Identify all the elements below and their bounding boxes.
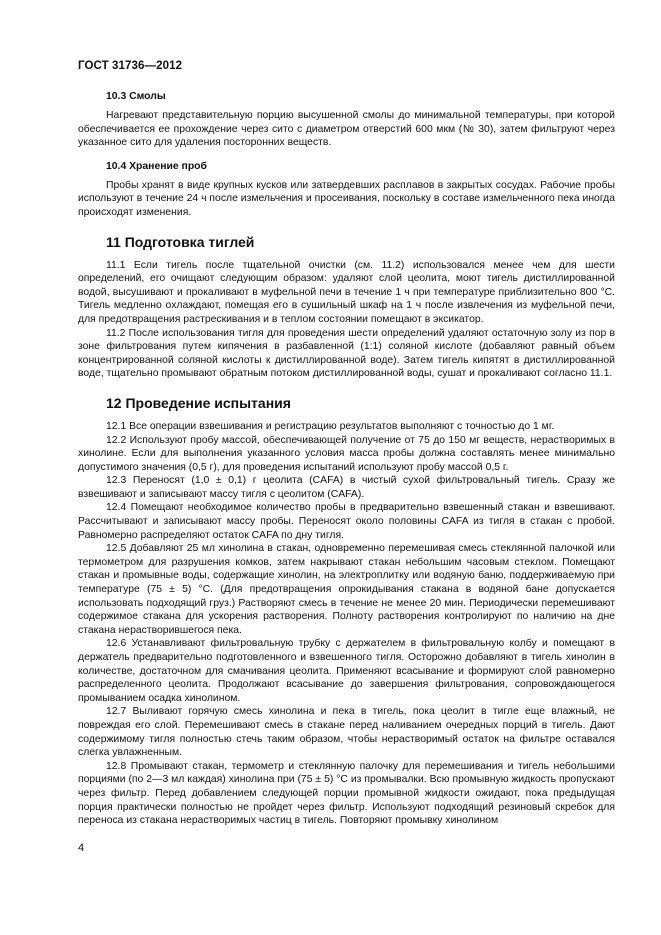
paragraph-12-8: 12.8 Промывают стакан, термометр и стеклянную палочку для перемешивания и тигель небольшими порциями (по 2—3 мл каждая) хинолина при (75 ± 5) °C из промывалки. Всю промывную жидкость пропускают через фильтр. Перед добавлением следующей порции промывной жидкости ожидают, пока предыдущая порция практически полностью не пройдет через фильтр. Используют подходящий резиновый скребок для переноса из стакана нерастворимых частиц в тигель. Повторяют промывку хинолином <box>78 760 615 827</box>
paragraph-12-2: 12.2 Используют пробу массой, обеспечивающей получение от 75 до 150 мг веществ, нерастворимых в хинолине. Если для выполнения указанного условия масса пробы должна составлять менее минимально допустимого значения (0,5 г), для проведения испытаний используют пробу массой 0,5 г. <box>78 434 615 473</box>
paragraph-12-6: 12.6 Устанавливают фильтровальную трубку с держателем в фильтровальную колбу и помещают в держатель предварительно подготовленного и взвешенного тигля. Осторожно добавляют в тигель хинолин в количестве, достаточном для смачивания цеолита. Применяют всасывание и формируют слой равномерно распределенного цеолита. Продолжают всасывание до завершения фильтрования, сопровождающегося промыванием осадка хинолином. <box>78 638 615 704</box>
page-content <box>78 90 615 828</box>
paragraph-12-5: 12.5 Добавляют 25 мл хинолина в стакан, одновременно перемешивая смесь стеклянной палочкой или термометром для разрушения комков, затем накрывают стакан небольшим часовым стеклом. Помещают стакан и промывные воды, содержащие хинолин, на электроплитку или водяную баню, поддерживаемую при температуре (75 ± 5) °C. (Для предотвращения опрокидывания стакана в водяной бане допускается использовать подходящий груз.) Растворяют смесь в течение не менее 20 мин. Периодически перемешивают содержимое стакана для ускорения растворения. Полноту растворения контролируют по наличию на дне стакана нерастворившегося пека. <box>78 543 615 636</box>
paragraph-12-1: 12.1 Все операции взвешивания и регистрацию результатов выполняют с точностью до 1 мг. <box>106 420 555 432</box>
document-code-header: ГОСТ 31736—2012 <box>78 60 183 72</box>
section-heading-11: 11 Подготовка тиглей <box>106 233 255 250</box>
subsection-heading-10-3: 10.3 Смолы <box>106 91 166 102</box>
page-number: 4 <box>78 842 85 854</box>
section-heading-12: 12 Проведение испытания <box>106 394 291 411</box>
paragraph-12-4: 12.4 Помещают необходимое количество пробы в предварительно взвешенный стакан и взвешивают. Рассчитывают и записывают массу пробы. Переносят около половины CAFA из тигля в стакан с пробой. Равномерно распределяют остаток CAFA по дну тигля. <box>78 502 615 541</box>
paragraph-10-4: Пробы хранят в виде крупных кусков или затвердевших расплавов в закрытых сосудах. Рабочие пробы используют в течение 24 ч после измельчения и просеивания, поскольку в составе измельченного пека иногда происходят изменения. <box>78 179 615 218</box>
paragraph-10-3: Нагревают представительную порцию высушенной смолы до минимальной температуры, при которой обеспечивается ее прохождение через сито с диаметром отверстий 600 мкм (№ 30), затем фильтруют через указанное сито для удаления посторонних веществ. <box>78 110 615 149</box>
paragraph-12-7: 12.7 Выливают горячую смесь хинолина и пека в тигель, пока цеолит в тигле еще влажный, не повреждая его слой. Перемешивают смесь в стакане перед наливанием очередных порций в тигель. Дают содержимому тигля полностью стечь таким образом, чтобы нерастворимый остаток на фильтре оставался слегка увлажненным. <box>78 706 615 759</box>
paragraph-11-2: 11.2 После использования тигля для проведения шести определений удаляют остаточную золу из пор в зоне фильтрования путем кипячения в разбавленной (1:1) соляной кислоте (добавляют равный объем концентрированной соляной кислоты к дистиллированной воде). Затем тигель кипятят в дистиллированной воде, тщательно промывают обратным потоком дистиллированной воды, сушат и прокаливают согласно 11.1. <box>78 327 615 380</box>
paragraph-11-1: 11.1 Если тигель после тщательной очистки (см. 11.2) использовался менее чем для шести определений, его очищают следующим образом: удаляют слой цеолита, моют тигель дистиллированной водой, высушивают и прокаливают в муфельной печи в течение 1 ч при температуре приблизительно 800 °C. Тигель медленно охлаждают, помещая его в сушильный шкаф на 1 ч после извлечения из муфельной печи, для предотвращения растрескивания и в теплом состоянии помещают в эксикатор. <box>78 259 615 325</box>
paragraph-12-3: 12.3 Переносят (1,0 ± 0,1) г цеолита (CAFA) в чистый сухой фильтровальный тигель. Сразу же взвешивают и записывают массу тигля с цеолитом (CAFA). <box>78 475 615 500</box>
subsection-heading-10-4: 10.4 Хранение проб <box>106 160 207 172</box>
